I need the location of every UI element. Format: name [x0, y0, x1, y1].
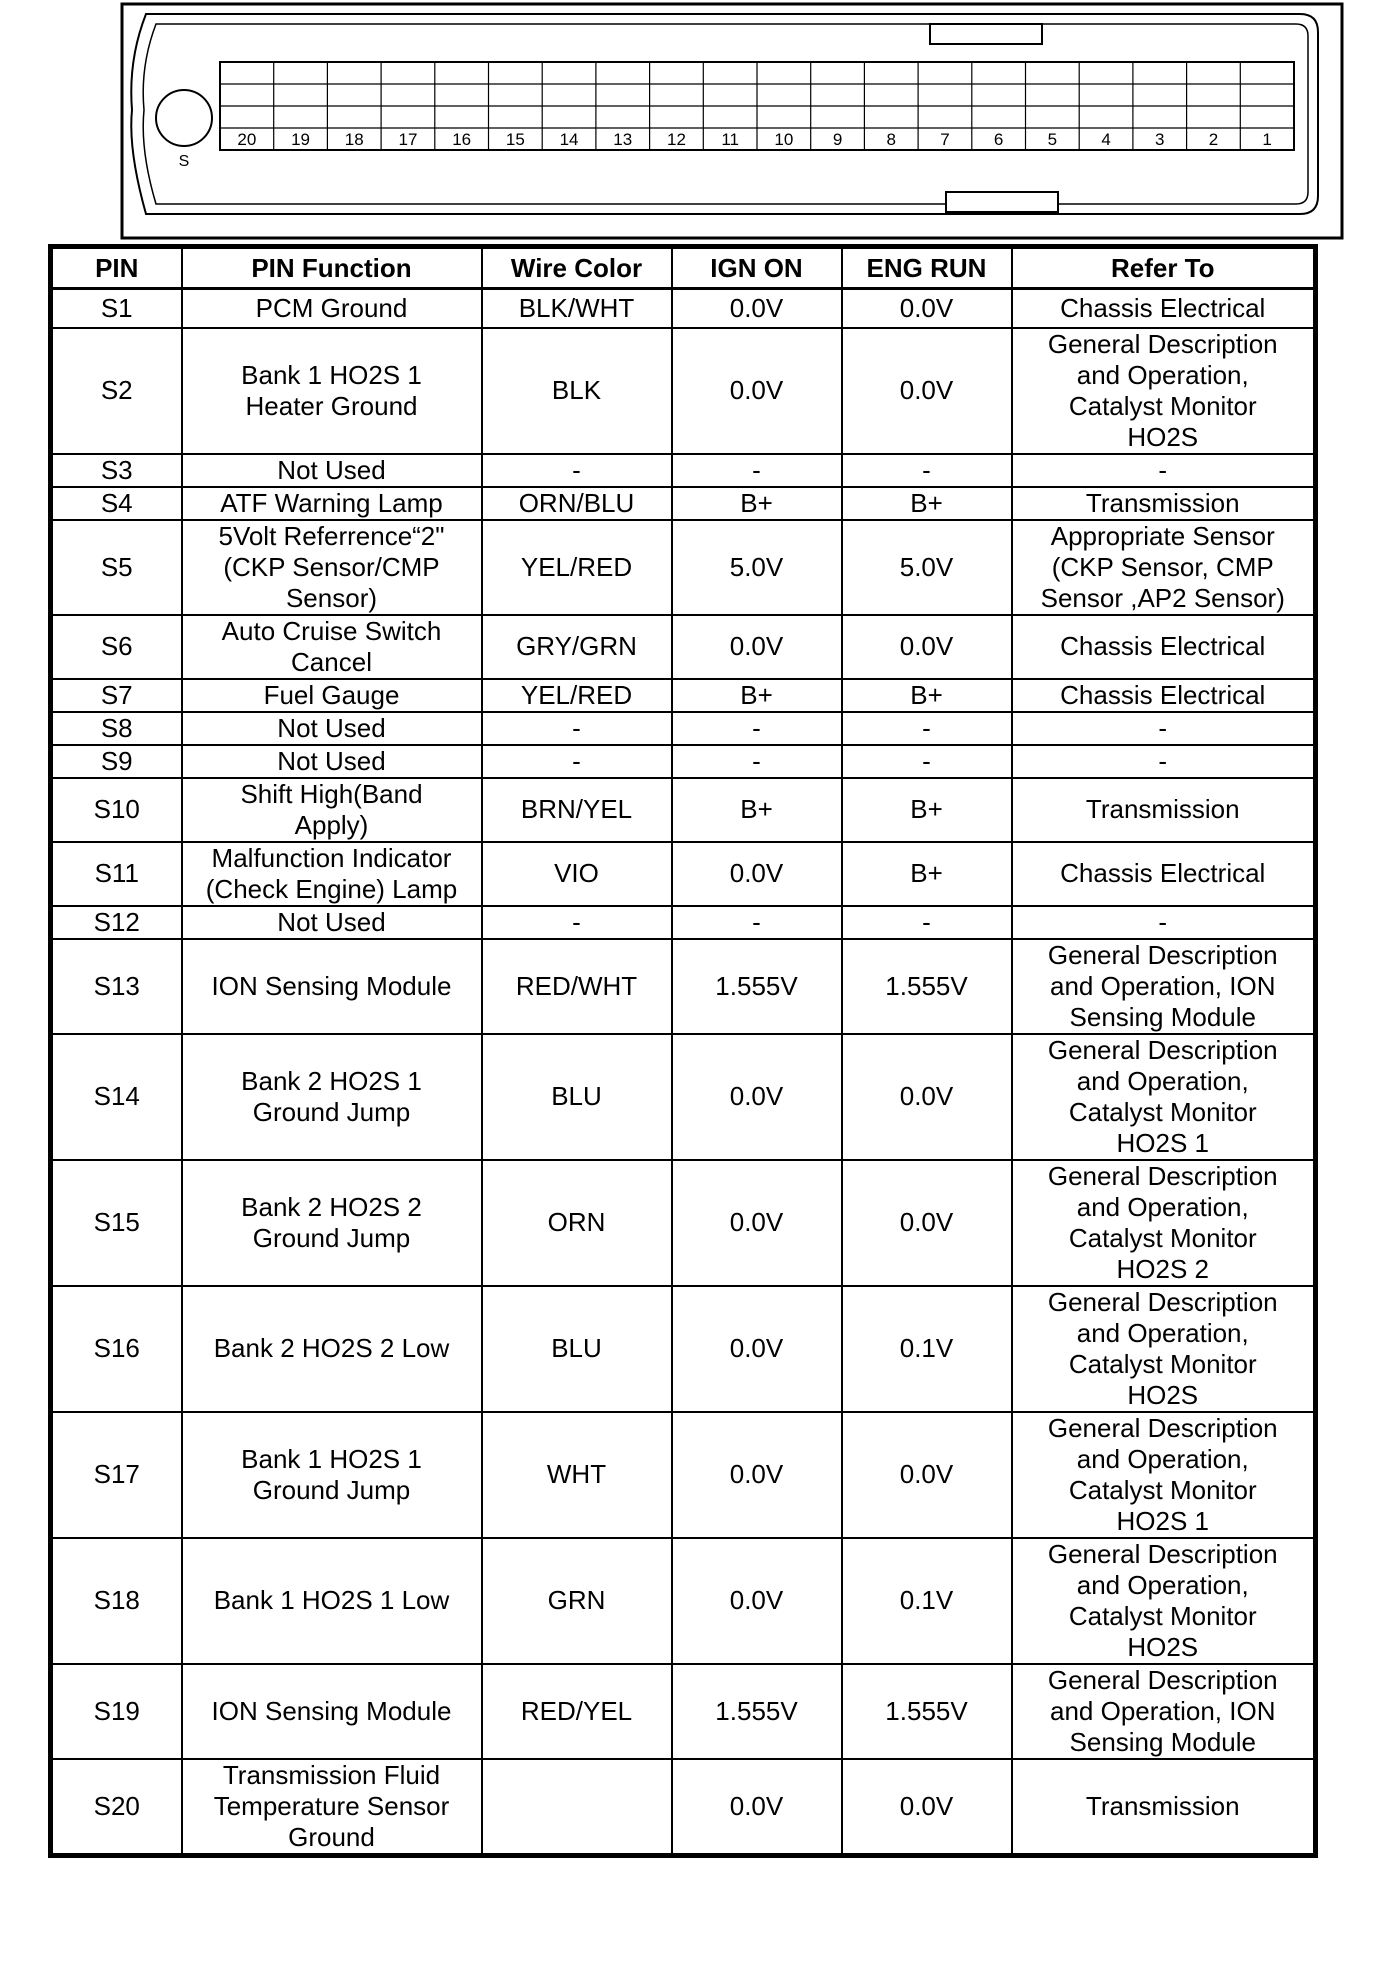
ign-on-cell: -	[672, 454, 842, 487]
refer-to-cell-line: and Operation,	[1076, 1191, 1249, 1222]
refer-to-cell-line: General Description	[1047, 328, 1278, 359]
pin-function-cell	[182, 842, 482, 906]
pin-number-label: 3	[1155, 130, 1165, 149]
pin-cell: S15	[51, 1160, 182, 1286]
connector-diagram	[0, 0, 1392, 242]
ign-on-cell: -	[672, 712, 842, 745]
pin-table	[48, 244, 1318, 1858]
ign-on-cell: 0.0V	[672, 1160, 842, 1286]
refer-to-cell	[1012, 1538, 1316, 1664]
wire-color-cell: BLK	[482, 328, 672, 454]
connector-body-outline	[131, 14, 1318, 214]
refer-to-cell	[1012, 328, 1316, 454]
pin-function-cell-line: (Check Engine) Lamp	[205, 873, 458, 904]
ign-on-cell: 0.0V	[672, 615, 842, 679]
pin-function-cell-line: Transmission Fluid	[222, 1759, 441, 1790]
wire-color-cell: -	[482, 712, 672, 745]
refer-to-cell-line: and Operation, ION	[1050, 970, 1276, 1001]
eng-run-cell: 0.0V	[842, 328, 1012, 454]
refer-to-cell-line: Catalyst Monitor	[1068, 1474, 1257, 1505]
refer-to-cell-line: HO2S 2	[1116, 1253, 1209, 1284]
refer-to-cell	[1012, 745, 1316, 778]
pin-function-cell-line: Not Used	[277, 454, 386, 485]
wire-color-cell: YEL/RED	[482, 679, 672, 712]
table-row	[51, 778, 1316, 842]
refer-to-cell	[1012, 487, 1316, 520]
refer-to-cell-line: General Description	[1047, 1034, 1278, 1065]
table-row	[51, 1286, 1316, 1412]
pin-cell: S5	[51, 520, 182, 615]
connector-frame	[122, 4, 1342, 238]
refer-to-cell-line: -	[1158, 906, 1168, 937]
refer-to-cell-line: Chassis Electrical	[1060, 292, 1266, 323]
pin-number-label: 12	[666, 130, 686, 149]
eng-run-cell: 0.0V	[842, 1034, 1012, 1160]
table-row	[51, 487, 1316, 520]
refer-to-cell-line: Sensing Module	[1069, 1001, 1256, 1032]
pin-function-cell-line: Ground Jump	[252, 1474, 411, 1505]
refer-to-cell-line: HO2S 1	[1116, 1127, 1209, 1158]
table-row	[51, 1664, 1316, 1759]
wire-color-cell: -	[482, 906, 672, 939]
eng-run-cell: 0.1V	[842, 1538, 1012, 1664]
eng-run-cell: -	[842, 906, 1012, 939]
wire-color-cell: BLK/WHT	[482, 289, 672, 328]
ign-on-cell: 0.0V	[672, 1759, 842, 1856]
table-row	[51, 289, 1316, 328]
table-row	[51, 454, 1316, 487]
pin-function-cell-line: Apply)	[294, 809, 369, 840]
refer-to-cell-line: HO2S	[1127, 1379, 1199, 1410]
pin-function-cell	[182, 615, 482, 679]
table-header-row	[51, 247, 1316, 289]
refer-to-cell-line: Catalyst Monitor	[1068, 1222, 1257, 1253]
ign-on-cell: B+	[672, 778, 842, 842]
pin-function-cell	[182, 1664, 482, 1759]
pin-cell: S18	[51, 1538, 182, 1664]
wire-color-cell: RED/WHT	[482, 939, 672, 1034]
refer-to-cell	[1012, 1759, 1316, 1856]
refer-to-cell-line: Chassis Electrical	[1060, 858, 1266, 888]
refer-to-cell-line: Catalyst Monitor	[1068, 1600, 1257, 1631]
refer-to-cell	[1012, 454, 1316, 487]
refer-to-cell-line: General Description	[1047, 1412, 1278, 1443]
wire-color-cell: -	[482, 454, 672, 487]
pin-number-label: 2	[1208, 130, 1219, 149]
pin-number-label: 18	[344, 130, 364, 149]
refer-to-cell-line: General Description	[1047, 939, 1278, 970]
pin-function-cell	[182, 939, 482, 1034]
table-row	[51, 939, 1316, 1034]
pin-function-cell	[182, 520, 482, 615]
refer-to-cell-line: Transmission	[1085, 487, 1240, 518]
pin-function-cell	[182, 745, 482, 778]
pin-function-cell-line: Bank 1 HO2S 1 Low	[213, 1585, 450, 1615]
pin-function-cell	[182, 679, 482, 712]
refer-to-cell	[1012, 1034, 1316, 1160]
refer-to-cell-line: and Operation, ION	[1050, 1695, 1276, 1726]
pin-function-cell-line: Cancel	[291, 646, 372, 677]
refer-to-cell-line: -	[1158, 712, 1168, 743]
table-row	[51, 1412, 1316, 1538]
connector-latch-top	[930, 24, 1042, 44]
eng-run-cell: -	[842, 712, 1012, 745]
refer-to-cell-line: (CKP Sensor, CMP	[1051, 551, 1274, 582]
table-row	[51, 842, 1316, 906]
pin-function-cell	[182, 454, 482, 487]
ign-on-cell: B+	[672, 679, 842, 712]
pin-number-label: 15	[505, 130, 525, 149]
col-header-function: PIN Function	[182, 247, 482, 289]
pin-cell: S2	[51, 328, 182, 454]
table-body	[51, 289, 1316, 1856]
pin-cell: S1	[51, 289, 182, 328]
eng-run-cell: 0.0V	[842, 1759, 1012, 1856]
pin-function-cell-line: Sensor)	[285, 582, 378, 613]
refer-to-cell-line: Appropriate Sensor	[1050, 520, 1275, 551]
pin-cell: S19	[51, 1664, 182, 1759]
wire-color-cell	[482, 1759, 672, 1856]
refer-to-cell-line: Sensor ,AP2 Sensor)	[1040, 582, 1285, 613]
pin-cell: S13	[51, 939, 182, 1034]
table-row	[51, 615, 1316, 679]
pin-cell: S7	[51, 679, 182, 712]
refer-to-cell-line: and Operation,	[1076, 1065, 1249, 1096]
pin-function-cell	[182, 328, 482, 454]
col-header-ign-on: IGN ON	[672, 247, 842, 289]
ign-on-cell: 0.0V	[672, 842, 842, 906]
col-header-eng-run: ENG RUN	[842, 247, 1012, 289]
pin-cell: S4	[51, 487, 182, 520]
refer-to-cell-line: General Description	[1047, 1664, 1278, 1695]
wire-color-cell: YEL/RED	[482, 520, 672, 615]
pin-function-cell-line: ION Sensing Module	[211, 1695, 452, 1726]
ign-on-cell: -	[672, 745, 842, 778]
refer-to-cell-line: and Operation,	[1076, 359, 1249, 390]
table-row	[51, 1538, 1316, 1664]
cavity-label: S	[178, 153, 190, 170]
pin-function-cell	[182, 289, 482, 328]
pin-function-cell-line: Malfunction Indicator	[211, 842, 452, 873]
wire-color-cell: ORN	[482, 1160, 672, 1286]
refer-to-cell-line: -	[1158, 454, 1168, 485]
wire-color-cell: BRN/YEL	[482, 778, 672, 842]
ign-on-cell: 0.0V	[672, 328, 842, 454]
table-row	[51, 1160, 1316, 1286]
pin-number-label: 9	[832, 130, 843, 149]
eng-run-cell: 0.1V	[842, 1286, 1012, 1412]
refer-to-cell-line: HO2S	[1127, 421, 1199, 452]
pin-function-cell-line: Bank 1 HO2S 1	[241, 1443, 422, 1474]
pin-function-cell	[182, 1034, 482, 1160]
pin-function-cell-line: ION Sensing Module	[211, 970, 452, 1001]
pin-function-cell-line: Ground Jump	[252, 1222, 411, 1253]
pin-function-cell	[182, 1286, 482, 1412]
pin-number-label: 7	[940, 130, 950, 149]
ign-on-cell: -	[672, 906, 842, 939]
refer-to-cell	[1012, 1412, 1316, 1538]
refer-to-cell	[1012, 906, 1316, 939]
wire-color-cell: BLU	[482, 1286, 672, 1412]
pin-function-cell	[182, 1160, 482, 1286]
pin-function-cell-line: Fuel Gauge	[263, 679, 400, 710]
refer-to-cell-line: Chassis Electrical	[1060, 631, 1266, 661]
ign-on-cell: 0.0V	[672, 1286, 842, 1412]
wire-color-cell: ORN/BLU	[482, 487, 672, 520]
pin-function-cell-line: Bank 1 HO2S 1	[241, 359, 422, 390]
ign-on-cell: 0.0V	[672, 1034, 842, 1160]
table-row	[51, 1759, 1316, 1856]
refer-to-cell	[1012, 615, 1316, 679]
pin-number-label: 14	[559, 130, 579, 149]
pin-number-label: 16	[452, 130, 472, 149]
table-row	[51, 1034, 1316, 1160]
col-header-pin: PIN	[51, 247, 182, 289]
ign-on-cell: 1.555V	[672, 1664, 842, 1759]
pin-number-label: 10	[774, 130, 794, 149]
pin-function-cell	[182, 1759, 482, 1856]
refer-to-cell-line: and Operation,	[1076, 1569, 1249, 1600]
refer-to-cell	[1012, 1160, 1316, 1286]
table-row	[51, 679, 1316, 712]
table-row	[51, 520, 1316, 615]
pin-function-cell-line: Heater Ground	[245, 390, 418, 421]
pin-function-cell-line: Bank 2 HO2S 2 Low	[213, 1333, 450, 1363]
pin-cell: S20	[51, 1759, 182, 1856]
pin-number-label: 19	[291, 130, 311, 149]
pin-function-cell-line: Ground	[288, 1821, 375, 1852]
pin-function-cell	[182, 712, 482, 745]
pin-cell: S16	[51, 1286, 182, 1412]
eng-run-cell: 0.0V	[842, 1160, 1012, 1286]
pin-function-cell-line: 5Volt Referrence“2"	[218, 520, 445, 551]
eng-run-cell: 1.555V	[842, 1664, 1012, 1759]
pin-cell: S8	[51, 712, 182, 745]
refer-to-cell-line: General Description	[1047, 1160, 1278, 1191]
pin-cell: S10	[51, 778, 182, 842]
refer-to-cell-line: Catalyst Monitor	[1068, 390, 1257, 421]
pin-function-cell-line: Temperature Sensor	[213, 1790, 450, 1821]
refer-to-cell	[1012, 712, 1316, 745]
pin-function-cell-line: Bank 2 HO2S 1	[241, 1065, 422, 1096]
refer-to-cell	[1012, 1664, 1316, 1759]
pin-number-label: 13	[613, 130, 633, 149]
refer-to-cell-line: and Operation,	[1076, 1443, 1249, 1474]
refer-to-cell-line: Chassis Electrical	[1060, 679, 1266, 710]
refer-to-cell-line: Sensing Module	[1069, 1726, 1256, 1757]
pin-cell: S6	[51, 615, 182, 679]
pin-cell: S17	[51, 1412, 182, 1538]
pin-function-cell-line: ATF Warning Lamp	[220, 487, 443, 518]
wire-color-cell: GRY/GRN	[482, 615, 672, 679]
ign-on-cell: 1.555V	[672, 939, 842, 1034]
pin-cell: S11	[51, 842, 182, 906]
pin-function-cell	[182, 778, 482, 842]
col-header-refer-to: Refer To	[1012, 247, 1316, 289]
ign-on-cell: 5.0V	[672, 520, 842, 615]
refer-to-cell	[1012, 842, 1316, 906]
ign-on-cell: 0.0V	[672, 1538, 842, 1664]
refer-to-cell-line: General Description	[1047, 1538, 1278, 1569]
connector-latch-bottom	[946, 192, 1058, 212]
wire-color-cell: BLU	[482, 1034, 672, 1160]
pin-function-cell-line: Bank 2 HO2S 2	[241, 1191, 422, 1222]
eng-run-cell: 5.0V	[842, 520, 1012, 615]
refer-to-cell-line: Transmission	[1085, 1790, 1240, 1821]
refer-to-cell-line: General Description	[1047, 1286, 1278, 1317]
pin-function-cell-line: Auto Cruise Switch	[221, 615, 442, 646]
refer-to-cell	[1012, 778, 1316, 842]
refer-to-cell-line: HO2S 1	[1116, 1505, 1209, 1536]
ign-on-cell: B+	[672, 487, 842, 520]
wire-color-cell: GRN	[482, 1538, 672, 1664]
pin-number-label: 6	[993, 130, 1004, 149]
eng-run-cell: B+	[842, 679, 1012, 712]
pin-cell: S9	[51, 745, 182, 778]
pin-function-cell-line: Not Used	[277, 712, 386, 743]
refer-to-cell	[1012, 289, 1316, 328]
pin-function-cell	[182, 1538, 482, 1664]
pin-function-cell-line: Not Used	[277, 745, 386, 776]
pin-number-label: 4	[1101, 130, 1111, 149]
refer-to-cell-line: Transmission	[1085, 794, 1240, 824]
wire-color-cell: -	[482, 745, 672, 778]
pin-number-label: 5	[1047, 130, 1058, 149]
eng-run-cell: B+	[842, 487, 1012, 520]
pin-function-cell-line: Not Used	[277, 906, 386, 937]
wire-color-cell: RED/YEL	[482, 1664, 672, 1759]
eng-run-cell: B+	[842, 778, 1012, 842]
refer-to-cell	[1012, 939, 1316, 1034]
pin-number-label: 8	[886, 130, 896, 149]
eng-run-cell: 0.0V	[842, 615, 1012, 679]
eng-run-cell: 0.0V	[842, 289, 1012, 328]
eng-run-cell: 1.555V	[842, 939, 1012, 1034]
refer-to-cell	[1012, 1286, 1316, 1412]
pin-cell: S3	[51, 454, 182, 487]
mounting-hole-icon	[156, 90, 212, 146]
wire-color-cell: VIO	[482, 842, 672, 906]
table-row	[51, 906, 1316, 939]
pin-function-cell-line: PCM Ground	[255, 292, 408, 323]
pin-cell: S12	[51, 906, 182, 939]
pin-number-label: 20	[237, 130, 257, 149]
pin-function-cell	[182, 487, 482, 520]
refer-to-cell-line: HO2S	[1127, 1631, 1199, 1662]
pin-grid	[220, 62, 1294, 150]
table-row	[51, 712, 1316, 745]
pin-function-cell-line: Shift High(Band	[240, 778, 423, 809]
ign-on-cell: 0.0V	[672, 1412, 842, 1538]
pin-number-label: 17	[398, 130, 418, 149]
col-header-wire-color: Wire Color	[482, 247, 672, 289]
eng-run-cell: -	[842, 454, 1012, 487]
pin-function-cell-line: Ground Jump	[252, 1096, 411, 1127]
eng-run-cell: B+	[842, 842, 1012, 906]
table-row	[51, 328, 1316, 454]
refer-to-cell	[1012, 520, 1316, 615]
refer-to-cell-line: -	[1158, 745, 1168, 776]
pin-cell: S14	[51, 1034, 182, 1160]
pin-function-cell-line: (CKP Sensor/CMP	[223, 551, 440, 582]
eng-run-cell: 0.0V	[842, 1412, 1012, 1538]
refer-to-cell	[1012, 679, 1316, 712]
wire-color-cell: WHT	[482, 1412, 672, 1538]
pin-number-label: 11	[721, 130, 739, 149]
pin-function-cell	[182, 906, 482, 939]
pin-number-label: 1	[1262, 130, 1272, 149]
refer-to-cell-line: and Operation,	[1076, 1317, 1249, 1348]
eng-run-cell: -	[842, 745, 1012, 778]
pin-function-cell	[182, 1412, 482, 1538]
table-row	[51, 745, 1316, 778]
ign-on-cell: 0.0V	[672, 289, 842, 328]
refer-to-cell-line: Catalyst Monitor	[1068, 1096, 1257, 1127]
refer-to-cell-line: Catalyst Monitor	[1068, 1348, 1257, 1379]
